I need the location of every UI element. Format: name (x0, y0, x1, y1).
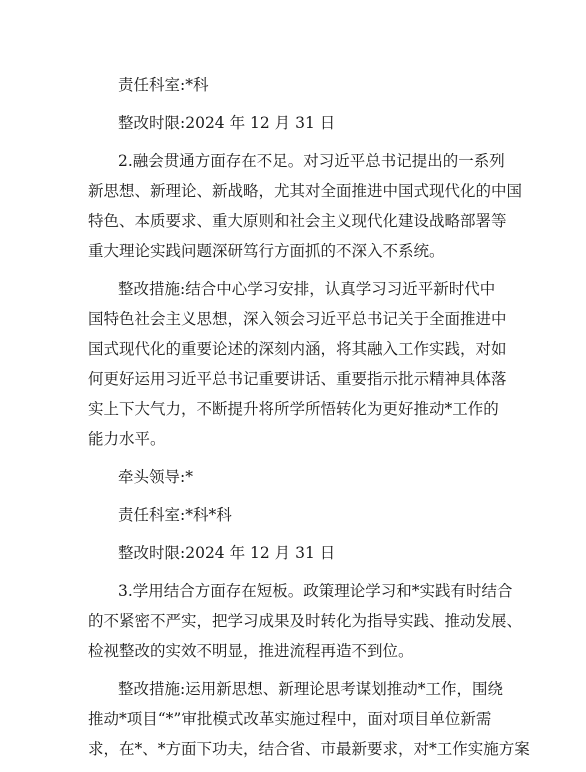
text-line: 国式现代化的重要论述的深刻内涵，将其融入工作实践，对如 (88, 340, 507, 358)
paragraph-issue-3 (88, 576, 523, 666)
paragraph-measures-3 (88, 674, 530, 764)
text-line: 重大理论实践问题深研笃行方面抓的不深入不系统。 (88, 242, 445, 260)
text-line: 整改措施:运用新思想、新理论思考谋划推动*工作，围绕 (118, 680, 503, 698)
text-line: 能力水平。 (88, 430, 166, 448)
text-line: 3.学用结合方面存在短板。政策理论学习和*实践有时结合 (118, 582, 513, 600)
responsible-office-line: 责任科室:*科 (118, 76, 209, 94)
text-line: 的不紧密不严实，把学习成果及时转化为指导实践、推动发展、 (88, 612, 523, 630)
lead-leader-line: 牵头领导:* (118, 468, 193, 486)
text-line: 求，在*、*方面下功夫，结合省、市最新要求，对*工作实施方案 (88, 740, 530, 758)
text-line: 整改措施:结合中心学习安排，认真学习习近平新时代中 (118, 280, 496, 298)
text-line: 何更好运用习近平总书记重要讲话、重要指示批示精神具体落 (88, 370, 507, 388)
document-body (88, 70, 530, 772)
deadline-line: 整改时限:2024 年 12 月 31 日 (118, 114, 336, 132)
text-line: 2.融会贯通方面存在不足。对习近平总书记提出的一系列 (118, 152, 505, 170)
responsible-office-line: 责任科室:*科*科 (118, 506, 232, 524)
text-line: 特色、本质要求、重大原则和社会主义现代化建设战略部署等 (88, 212, 507, 230)
text-line: 实上下大气力，不断提升将所学所悟转化为更好推动*工作的 (88, 400, 499, 418)
paragraph-measures-2 (88, 274, 507, 454)
text-line: 推动*项目“*”审批模式改革实施过程中，面对项目单位新需 (88, 710, 492, 728)
text-line: 检视整改的实效不明显，推进流程再造不到位。 (88, 642, 414, 660)
text-line: 新思想、新理论、新战略，尤其对全面推进中国式现代化的中国 (88, 182, 523, 200)
deadline-line: 整改时限:2024 年 12 月 31 日 (118, 544, 336, 562)
paragraph-issue-2 (88, 146, 523, 266)
text-line: 国特色社会主义思想，深入领会习近平总书记关于全面推进中 (88, 310, 507, 328)
